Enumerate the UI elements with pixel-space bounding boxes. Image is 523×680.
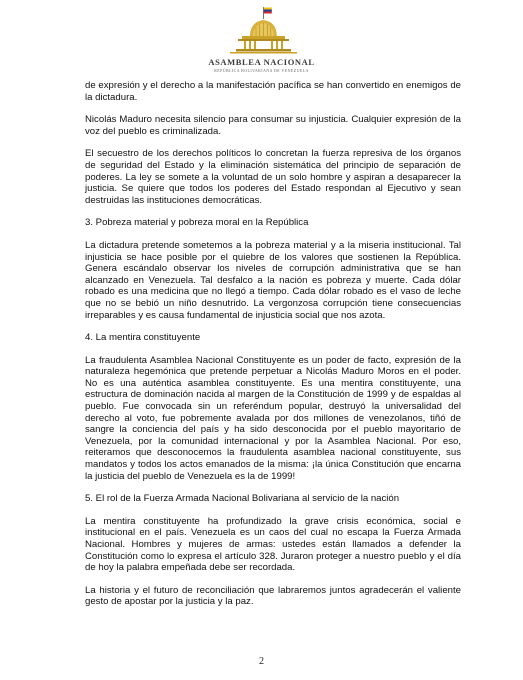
- paragraph: El secuestro de los derechos políticos lo concretan la fuerza represiva de los órganos de seguridad del Estado y la eliminación sistemática del principio de separación de poderes. La ley se somete a la voluntad de un solo hombre y aspiran a desaparecer la justicia. Se quiere que todos los poderes del Estado respondan al Ejecutivo y sean destruidas las instituciones democráticas.: [85, 148, 461, 206]
- capitol-emblem-icon: [222, 6, 302, 56]
- section-heading-3: 3. Pobreza material y pobreza moral en la República: [85, 217, 309, 229]
- section-heading-4: 4. La mentira constituyente: [85, 332, 201, 344]
- paragraph: de expresión y el derecho a la manifestación pacífica se han convertido en enemigos de la dictadura.: [85, 80, 461, 103]
- paragraph: La mentira constituyente ha profundizado la grave crisis económica, social e institucional en el país. Venezuela es un caos del cual no escapa la Fuerza Armada Nacional. Hombres y mujeres de armas: ustedes están llamados a defender la Constitución como lo expresa el artículo 328. Juraron proteger a nuestro pueblo y el día de hoy la palabra empeñada debe ser recordada.: [85, 515, 461, 574]
- paragraph: La historia y el futuro de reconciliación que labraremos juntos agradecerán el valiente gesto de apostar por la justicia y la paz.: [85, 584, 461, 608]
- logo-subtitle: REPÚBLICA BOLIVARIANA DE VENEZUELA: [214, 68, 309, 73]
- page-number: 2: [259, 656, 264, 667]
- logo-title: ASAMBLEA NACIONAL: [208, 57, 315, 67]
- paragraph: La fraudulenta Asamblea Nacional Constituyente es un poder de facto, expresión de la naturaleza hegemónica que pretende perpetuar a Nicolás Maduro Moros en el poder. No es una auténtica asamblea constituyente. Es una mentira constituyente, una estructura de dominación nacida al margen de la Constitución de 1999 y de espaldas al pueblo. Fue convocada sin un referéndum popular, destruyó la universalidad del derecho al voto, fue pobremente avalada por dos millones de venezolanos, tiñó de sangre la conciencia del país y ha sido desconocida por el pueblo mayoritario de Venezuela, por la comunidad internacional y por la Asamblea Nacional. Por eso, reiteramos que desconocemos la fraudulenta asamblea nacional constituyente, sus mandatos y todos los actos emanados de la misma: ¡la única Constitución que encarna la justicia del pueblo de Venezuela es la de 1999!: [85, 354, 461, 482]
- paragraph: Nicolás Maduro necesita silencio para consumar su injusticia. Cualquier expresión de la voz del pueblo es criminalizada.: [85, 114, 461, 137]
- assembly-logo: [0, 6, 523, 73]
- document-body: [85, 80, 461, 619]
- paragraph: La dictadura pretende sometemos a la pobreza material y a la miseria institucional. Tal injusticia se hace posible por el quiebre de los valores que sostienen la República. Genera escándalo observar los niveles de corrupción administrativa que se han alcanzado en Venezuela. Tal desfalco a la nación es pobreza y muerte. Cada dólar robado es una medicina que no llegó a tiempo. Cada dólar robado es el vaso de leche que no se bebió un niño desnutrido. La vergonzosa corrupción tiene consecuencias irreparables y es causa fundamental de injusticia social que nos azota.: [85, 239, 461, 321]
- section-heading-5: 5. El rol de la Fuerza Armada Nacional Bolivariana al servicio de la nación: [85, 493, 400, 505]
